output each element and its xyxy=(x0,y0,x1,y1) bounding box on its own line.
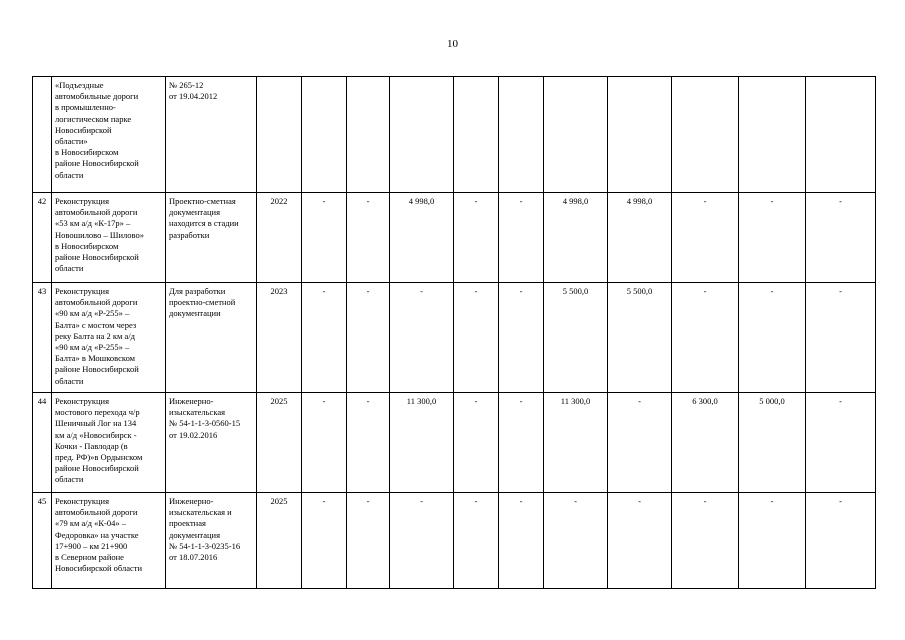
object-name-line: км а/д «Новосибирск - xyxy=(55,429,137,440)
document-cell xyxy=(166,283,257,393)
value-cell: - xyxy=(499,393,544,493)
year-cell: 2022 xyxy=(257,193,302,283)
object-name-line: Реконструкция xyxy=(55,396,110,406)
value-cell: - xyxy=(454,393,499,493)
object-name-line: Новошилово – Шилово» xyxy=(55,229,144,240)
object-name-line: районе Новосибирской xyxy=(55,364,139,375)
object-name-line: области xyxy=(55,375,84,386)
value-cell: 5 500,0 xyxy=(608,283,672,393)
document-line: документации xyxy=(169,308,221,319)
value-cell: 11 300,0 xyxy=(390,393,454,493)
document-line: документация xyxy=(169,207,221,218)
year-cell: 2025 xyxy=(257,493,302,589)
value-cell: - xyxy=(347,493,390,589)
object-name-line: области xyxy=(55,169,84,180)
object-name-line: «90 км а/д «Р-255» – xyxy=(55,342,130,353)
value-cell: 6 300,0 xyxy=(672,393,739,493)
value-cell: - xyxy=(499,193,544,283)
object-name-line: автомобильные дороги xyxy=(55,91,139,102)
object-name-line: области xyxy=(55,263,84,274)
row-number: 44 xyxy=(33,393,52,493)
value-cell: - xyxy=(454,193,499,283)
object-name-line: 17+900 – км 21+900 xyxy=(55,540,128,551)
value-cell xyxy=(390,77,454,193)
year-cell: 2023 xyxy=(257,283,302,393)
row-number xyxy=(33,77,52,193)
object-name-line: Реконструкция xyxy=(55,196,110,206)
value-cell: - xyxy=(806,193,876,283)
row-number: 43 xyxy=(33,283,52,393)
document-line: № 54-1-1-3-0235-16 xyxy=(169,540,241,551)
document-cell xyxy=(166,493,257,589)
value-cell xyxy=(739,77,806,193)
row-number: 45 xyxy=(33,493,52,589)
value-cell: - xyxy=(739,493,806,589)
value-cell xyxy=(608,77,672,193)
document-line: Инженерно- xyxy=(169,396,214,406)
object-name-line: автомобильной дороги xyxy=(55,507,138,518)
object-name-line: логистическом парке xyxy=(55,113,132,124)
object-name-line: Кочки - Павлодар (в xyxy=(55,440,128,451)
value-cell: - xyxy=(302,493,347,589)
object-name-line: реку Балта на 2 км а/д xyxy=(55,330,136,341)
object-name-line: Реконструкция xyxy=(55,286,110,296)
value-cell: - xyxy=(347,193,390,283)
object-name-line: области xyxy=(55,474,84,485)
document-line: от 18.07.2016 xyxy=(169,552,218,563)
value-cell xyxy=(672,77,739,193)
value-cell xyxy=(454,77,499,193)
object-name-line: Шеничный Лог на 134 xyxy=(55,418,137,429)
document-line: № 265-12 xyxy=(169,80,204,90)
object-name-line: Балта» в Мошковском xyxy=(55,353,136,364)
value-cell: - xyxy=(739,283,806,393)
document-line: проектно-сметной xyxy=(169,297,236,308)
object-name-cell xyxy=(52,393,166,493)
year-cell: 2025 xyxy=(257,393,302,493)
table-row xyxy=(33,393,876,493)
value-cell: - xyxy=(672,493,739,589)
row-number: 42 xyxy=(33,193,52,283)
value-cell: - xyxy=(672,283,739,393)
document-line: № 54-1-1-3-0560-15 xyxy=(169,418,241,429)
value-cell xyxy=(302,77,347,193)
object-name-line: мостового перехода ч/р xyxy=(55,407,140,418)
value-cell xyxy=(544,77,608,193)
document-line: находится в стадии xyxy=(169,218,239,229)
object-name-line: районе Новосибирской xyxy=(55,252,139,263)
document-line: Для разработки xyxy=(169,286,226,296)
object-name-line: «Подъездные xyxy=(55,80,104,90)
document-line: документация xyxy=(169,529,221,540)
projects-table xyxy=(32,76,876,589)
object-name-line: области» xyxy=(55,136,88,147)
value-cell: - xyxy=(608,493,672,589)
object-name-line: Федоровка» на участке xyxy=(55,529,139,540)
document-cell xyxy=(166,193,257,283)
value-cell: - xyxy=(454,283,499,393)
table-row xyxy=(33,77,876,193)
value-cell: - xyxy=(302,393,347,493)
value-cell xyxy=(499,77,544,193)
value-cell: 5 500,0 xyxy=(544,283,608,393)
document-line: разработки xyxy=(169,229,210,240)
table-row xyxy=(33,193,876,283)
value-cell: - xyxy=(302,283,347,393)
object-name-line: автомобильной дороги xyxy=(55,297,138,308)
object-name-line: автомобильной дороги xyxy=(55,207,138,218)
value-cell: - xyxy=(454,493,499,589)
value-cell: 4 998,0 xyxy=(608,193,672,283)
object-name-cell xyxy=(52,193,166,283)
document-line: от 19.04.2012 xyxy=(169,91,218,102)
value-cell: 4 998,0 xyxy=(390,193,454,283)
object-name-line: пред. РФ)»в Ордынском xyxy=(55,452,143,463)
table-row xyxy=(33,493,876,589)
document-line: изыскательская xyxy=(169,407,226,418)
value-cell xyxy=(347,77,390,193)
page-number: 10 xyxy=(447,38,458,50)
document-line: от 19.02.2016 xyxy=(169,429,218,440)
document-cell xyxy=(166,77,257,193)
object-name-line: в Новосибирском xyxy=(55,240,119,251)
value-cell xyxy=(806,77,876,193)
object-name-line: «79 км а/д «К-04» – xyxy=(55,518,126,529)
value-cell: - xyxy=(806,393,876,493)
object-name-line: «53 км а/д «К-17р» – xyxy=(55,218,131,229)
object-name-line: «90 км а/д «Р-255» – xyxy=(55,308,130,319)
object-name-line: Новосибирской области xyxy=(55,563,143,574)
value-cell: - xyxy=(608,393,672,493)
value-cell: 4 998,0 xyxy=(544,193,608,283)
object-name-cell xyxy=(52,493,166,589)
object-name-line: районе Новосибирской xyxy=(55,158,139,169)
value-cell: 11 300,0 xyxy=(544,393,608,493)
value-cell: - xyxy=(499,283,544,393)
value-cell: - xyxy=(672,193,739,283)
value-cell: - xyxy=(806,493,876,589)
object-name-line: Новосибирской xyxy=(55,124,112,135)
object-name-line: районе Новосибирской xyxy=(55,463,139,474)
object-name-line: в промышленно- xyxy=(55,102,116,113)
value-cell: - xyxy=(347,393,390,493)
value-cell: 5 000,0 xyxy=(739,393,806,493)
object-name-cell xyxy=(52,283,166,393)
object-name-line: в Северном районе xyxy=(55,552,124,563)
value-cell: - xyxy=(390,283,454,393)
value-cell: - xyxy=(347,283,390,393)
value-cell: - xyxy=(739,193,806,283)
object-name-line: Реконструкция xyxy=(55,496,110,506)
value-cell: - xyxy=(544,493,608,589)
document-cell xyxy=(166,393,257,493)
document-line: Инженерно- xyxy=(169,496,214,506)
object-name-cell xyxy=(52,77,166,193)
document-line: проектная xyxy=(169,518,206,529)
object-name-line: в Новосибирском xyxy=(55,147,119,158)
document-line: Проектно-сметная xyxy=(169,196,236,206)
document-line: изыскательская и xyxy=(169,507,232,518)
value-cell: - xyxy=(390,493,454,589)
value-cell: - xyxy=(806,283,876,393)
object-name-line: Балта» с мостом через xyxy=(55,319,137,330)
table-row xyxy=(33,283,876,393)
value-cell: - xyxy=(302,193,347,283)
value-cell: - xyxy=(499,493,544,589)
year-cell xyxy=(257,77,302,193)
